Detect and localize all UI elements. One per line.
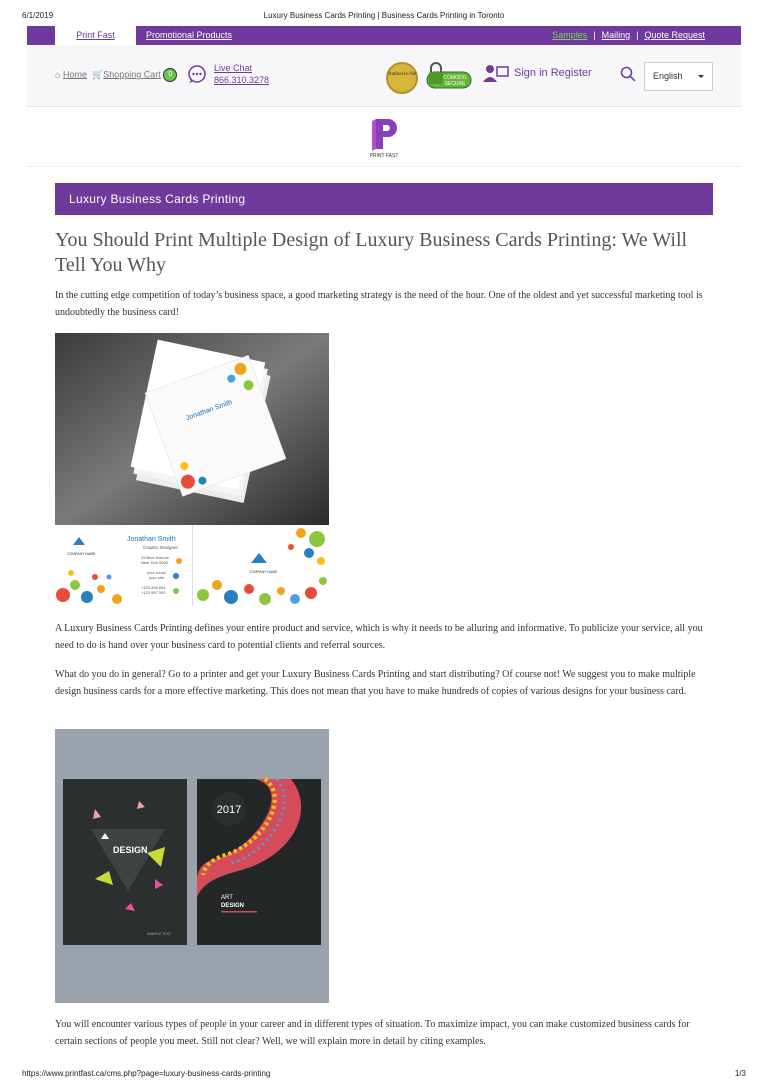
comodo-label: COMODO — [443, 75, 467, 81]
top-bar — [27, 26, 741, 45]
card-site: your site — [149, 575, 165, 580]
authorize-net-label: Authorize.Net — [388, 72, 417, 77]
card-address-2: New York 5000 — [141, 560, 168, 565]
print-footer — [0, 1065, 768, 1087]
home-link[interactable]: Home — [62, 69, 87, 80]
card-name-front: Jonathan Smith — [127, 536, 176, 543]
page-title: You Should Print Multiple Design of Luxury Business Cards Printing: We Will Tell You Why — [55, 229, 688, 276]
body-paragraph-3: What do you do in general? Go to a printer and get your Luxury Business Cards Printing and start distributing? Of course not! We suggest you to make multiple design business cards for a more effective marketing. This does not mean that you have to make hundreds of copies of various designs for your business card. — [55, 669, 696, 697]
authorize-net-seal[interactable] — [386, 62, 418, 94]
chat-bubble-icon — [187, 64, 207, 84]
secure-label: SECURE — [444, 81, 466, 87]
cart-icon: 🛒 — [91, 69, 104, 80]
live-chat-link[interactable]: Live Chat — [214, 63, 253, 73]
card-email: your email — [147, 570, 166, 575]
card-name-text: Jonathan Smith — [185, 398, 234, 423]
sign-in-link[interactable]: Sign in — [514, 67, 548, 79]
print-document-title: Luxury Business Cards Printing | Business Cards Printing in Toronto — [263, 11, 505, 20]
site-header — [27, 45, 741, 107]
print-header — [0, 0, 768, 22]
art-label: ART — [221, 895, 233, 901]
company-name-back: COMPANY NAME — [249, 570, 278, 574]
logo-text: PRINT FAST — [369, 153, 399, 159]
card-role-text: Graphic Designer — [143, 545, 179, 550]
sample-text-label: SAMPLE TEXT — [147, 932, 172, 936]
design-label-right: DESIGN — [221, 903, 245, 909]
print-date: 6/1/2019 — [22, 11, 54, 20]
samples-link[interactable]: Samples — [552, 30, 588, 40]
phone-number-link[interactable]: 866.310.3278 — [214, 75, 270, 85]
print-url: https://www.printfast.ca/cms.php?page=luxury-business-cards-printing — [22, 1069, 271, 1078]
intro-paragraph: In the cutting edge competition of today’s business space, a good marketing strategy is the need of the hour. One of the oldest and yet successful marketing tool is undoubtedly the business card! — [55, 290, 703, 318]
card-phone-2: +123 987 000 — [141, 590, 166, 595]
link-separator: | — [593, 30, 596, 40]
shopping-cart-link[interactable]: Shopping Cart — [103, 69, 161, 80]
home-icon: ⌂ — [55, 69, 61, 80]
print-page-number: 1/3 — [734, 1069, 746, 1078]
top-links — [552, 26, 705, 45]
user-signin-icon — [482, 63, 510, 83]
mailing-link[interactable]: Mailing — [601, 30, 631, 40]
body-paragraph-4: You will encounter various types of people in your career and in different types of situation. To maximize impact, you can make customized business cards for certain sections of people you meet. Still not clear? Well, we will explain more in detail by citing examples. — [55, 1019, 690, 1047]
header-divider — [27, 166, 741, 167]
page-banner — [55, 183, 713, 215]
card-phone-1: +123 456 654 — [141, 585, 166, 590]
cart-count-badge: 0 — [163, 68, 177, 82]
company-name-text: COMPANY NAME — [67, 552, 96, 556]
language-select[interactable] — [644, 62, 713, 91]
tab-promotional-products[interactable]: Promotional Products — [146, 30, 233, 40]
year-label: 2017 — [216, 804, 242, 816]
body-paragraph-2: A Luxury Business Cards Printing defines your entire product and service, which is why it needs to be alluring and informative. To publicize your service, all you need to do is hand over your business card to potential clients and referral sources. — [55, 623, 703, 651]
card-address-1: 25 Blue Avenue — [141, 555, 169, 560]
quote-request-link[interactable]: Quote Request — [644, 30, 705, 40]
tab-print-fast[interactable]: Print Fast — [55, 26, 136, 45]
design-label-left: DESIGN — [113, 845, 148, 855]
link-separator: | — [636, 30, 639, 40]
banner-title: Luxury Business Cards Printing — [69, 192, 246, 206]
brochure-design-image — [55, 729, 329, 1003]
header-nav — [55, 68, 177, 82]
print-fast-logo[interactable] — [366, 115, 402, 160]
comodo-secure-seal[interactable] — [425, 62, 473, 90]
search-icon[interactable] — [620, 66, 636, 82]
chevron-down-icon — [698, 75, 704, 78]
register-link[interactable]: Register — [550, 67, 592, 79]
business-cards-image — [55, 333, 329, 606]
language-value: English — [653, 71, 683, 81]
